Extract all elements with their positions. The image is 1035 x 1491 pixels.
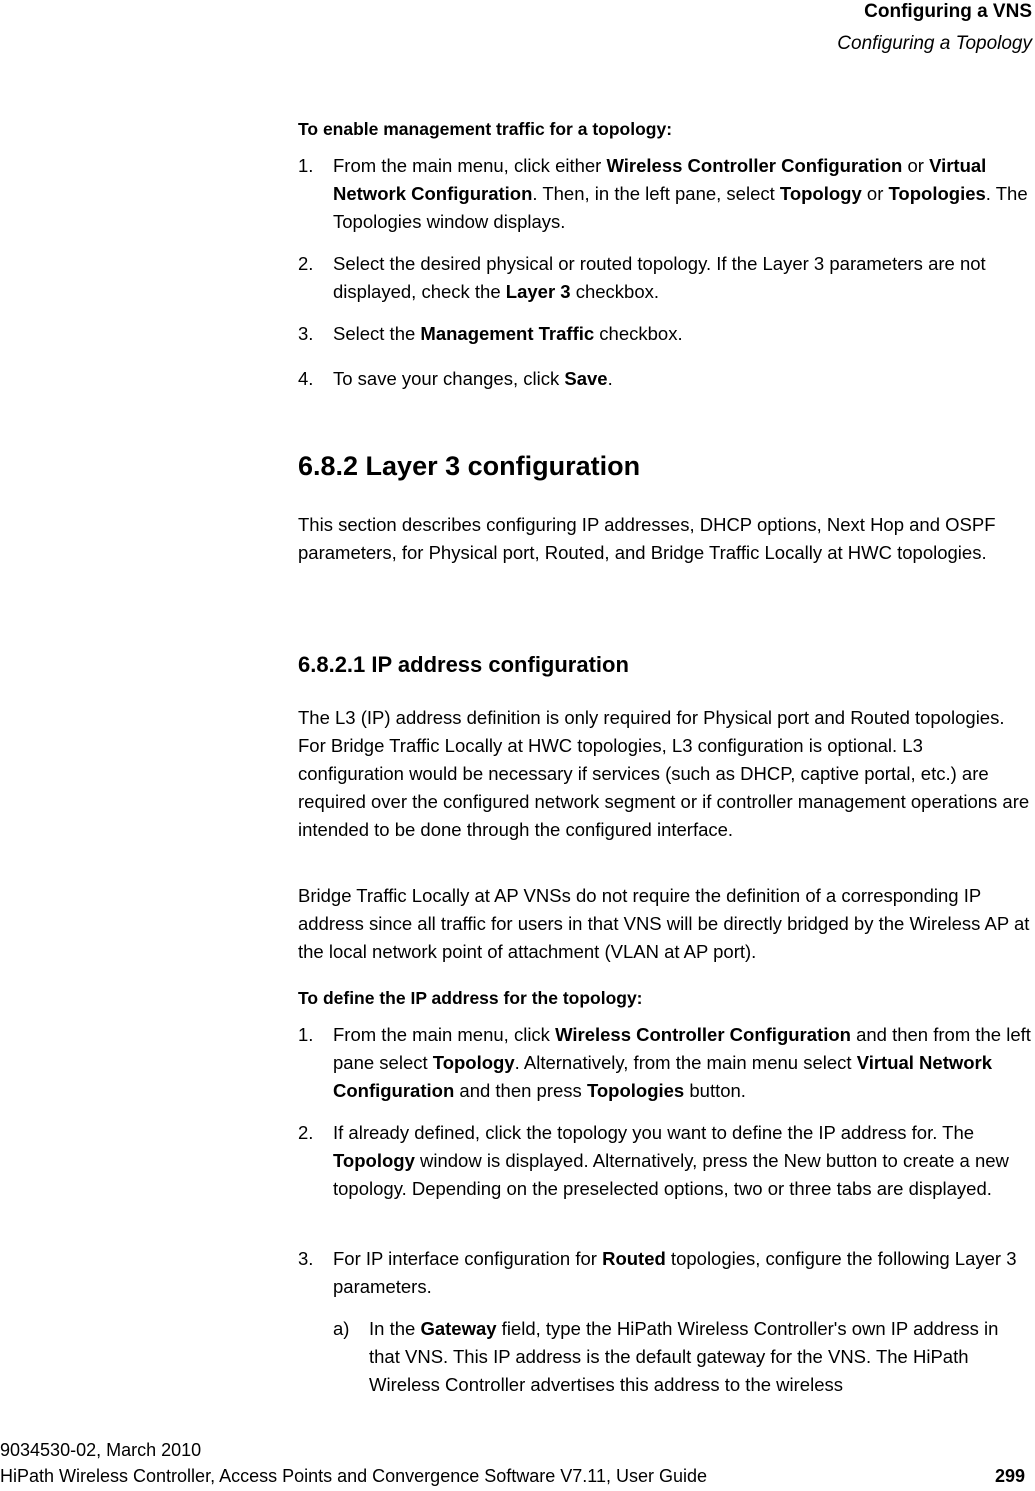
procedure-title-management-traffic: To enable management traffic for a topology: bbox=[298, 119, 673, 139]
step-number: 2. bbox=[298, 1122, 314, 1143]
procedure-title-define-ip: To define the IP address for the topology: bbox=[298, 988, 643, 1008]
step-number: 3. bbox=[298, 323, 314, 344]
step-text: If already defined, click the topology you want to define the IP address for. The Topology window is displayed. Alternatively, press the New button to create a new topology. Depending on the preselected options, two or three tabs are displayed. bbox=[333, 1122, 1009, 1199]
section-heading-layer3: 6.8.2 Layer 3 configuration bbox=[298, 451, 641, 481]
body-paragraph: The L3 (IP) address definition is only required for Physical port and Routed topologies. For Bridge Traffic Locally at HWC topologies, L3 configuration is optional. L3 configuration would be necessary if services (such as DHCP, captive portal, etc.) are required over the configured network segment or if controller management operations are intended to be done through the configured interface. bbox=[298, 707, 1030, 840]
step-text: To save your changes, click Save. bbox=[333, 368, 613, 389]
step-text: For IP interface configuration for Routed topologies, configure the following Layer 3 parameters. bbox=[333, 1248, 1017, 1297]
step-number: 4. bbox=[298, 368, 314, 389]
step-number: 1. bbox=[298, 1024, 314, 1045]
page-number: 299 bbox=[994, 1466, 1025, 1486]
section-intro-paragraph: This section describes configuring IP addresses, DHCP options, Next Hop and OSPF parameters, for Physical port, Routed, and Bridge Traffic Locally at HWC topologies. bbox=[298, 514, 996, 563]
running-header-chapter: Configuring a VNS bbox=[864, 1, 1032, 22]
step-number: 3. bbox=[298, 1248, 314, 1269]
footer-doc-id: 9034530-02, March 2010 bbox=[0, 1440, 202, 1460]
step-text: From the main menu, click either Wireless Controller Configuration or Virtual Network Configuration. Then, in the left pane, select Topology or Topologies. The Topologies window displays. bbox=[333, 155, 1028, 232]
step-number: 1. bbox=[298, 155, 314, 176]
step-text: From the main menu, click Wireless Controller Configuration and then from the left pane select Topology. Alternatively, from the main menu select Virtual Network Configuration and then press Topologies button. bbox=[333, 1024, 1031, 1101]
running-header-section: Configuring a Topology bbox=[837, 33, 1032, 54]
footer-guide-title: HiPath Wireless Controller, Access Points and Convergence Software V7.11, User Guide bbox=[0, 1466, 708, 1486]
body-paragraph: Bridge Traffic Locally at AP VNSs do not require the definition of a corresponding IP address since all traffic for users in that VNS will be directly bridged by the Wireless AP at the local network point of attachment (VLAN at AP port). bbox=[298, 885, 1030, 962]
step-text: Select the Management Traffic checkbox. bbox=[333, 323, 683, 344]
substep-letter: a) bbox=[333, 1318, 350, 1339]
step-number: 2. bbox=[298, 253, 314, 274]
substep-text: In the Gateway field, type the HiPath Wireless Controller's own IP address in that VNS. This IP address is the default gateway for the VNS. The HiPath Wireless Controller advertises this address to the wireless bbox=[369, 1318, 999, 1395]
step-text: Select the desired physical or routed topology. If the Layer 3 parameters are not displayed, check the Layer 3 checkbox. bbox=[333, 253, 986, 302]
subsection-heading-ip-address: 6.8.2.1 IP address configuration bbox=[298, 652, 629, 677]
